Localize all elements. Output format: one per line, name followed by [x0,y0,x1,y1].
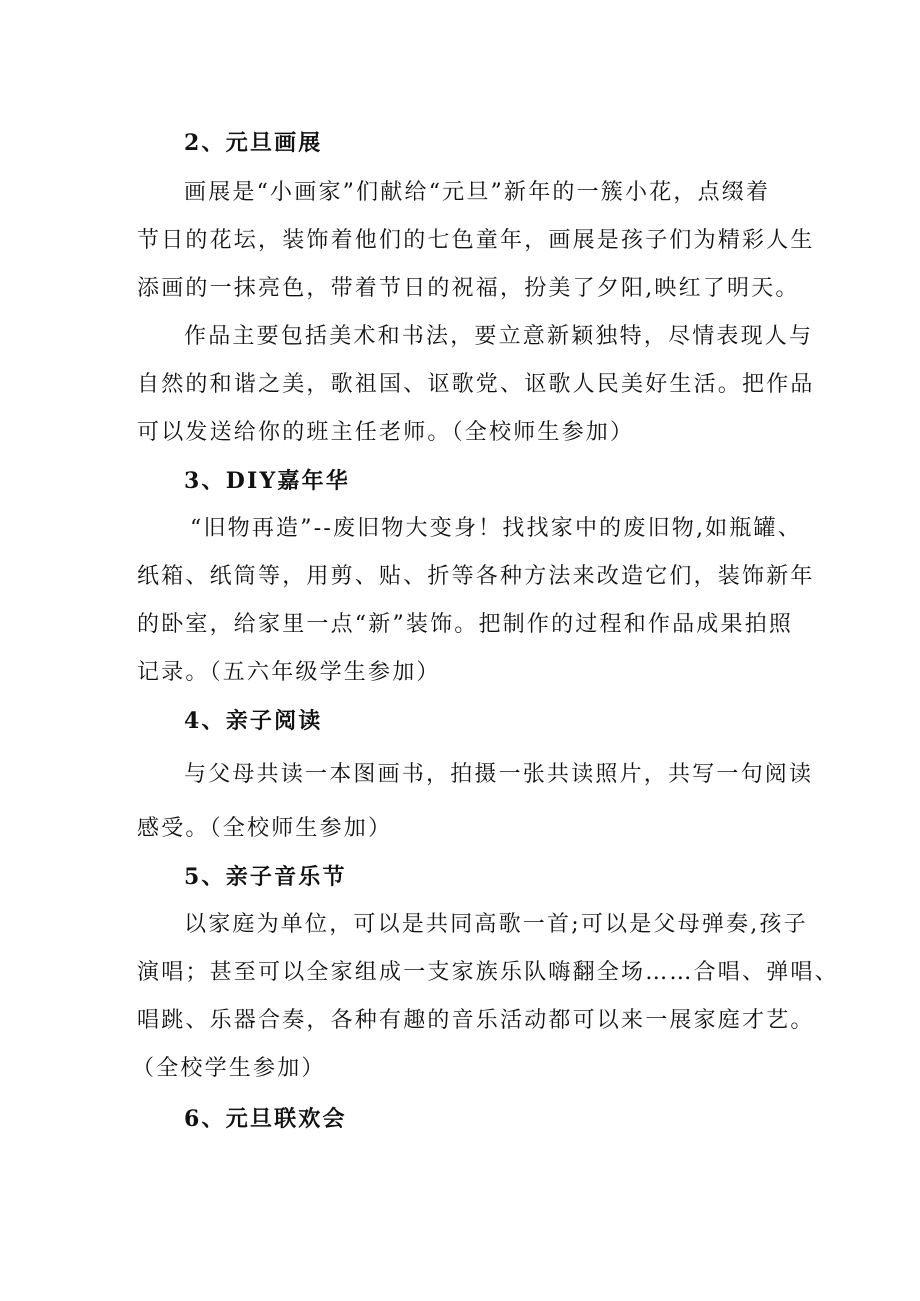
paragraph-line: 作品主要包括美术和书法，要立意新颖独特，尽情表现人与 [184,324,814,349]
section-heading-art-exhibition: 2、元旦画展 [184,130,323,156]
paragraph-line: 以家庭为单位，可以是共同高歌一首;可以是父母弹奏,孩子 [184,912,808,937]
paragraph-line: 唱跳、乐器合奏，各种有趣的音乐活动都可以来一展家庭才艺。 [137,1008,815,1033]
section-heading-parent-child-reading: 4、亲子阅读 [184,708,323,734]
paragraph-line: 自然的和谐之美，歌祖国、讴歌党、讴歌人民美好生活。把作品 [137,372,815,397]
paragraph-line: 与父母共读一本图画书，拍摄一张共读照片，共写一句阅读 [184,762,814,787]
paragraph-line: 感受。（全校师生参加） [137,816,393,841]
section-heading-diy-carnival: 3、DIY嘉年华 [184,468,350,494]
paragraph-line: 可以发送给你的班主任老师。（全校师生参加） [137,420,635,445]
paragraph-line: 纸箱、纸筒等，用剪、贴、折等各种方法来改造它们，装饰新年 [137,564,815,589]
paragraph-line: 的卧室，给家里一点“新”装饰。把制作的过程和作品成果拍照 [137,612,794,637]
paragraph-line: “旧物再造”--废旧物大变身！找找家中的废旧物,如瓶罐、 [190,516,802,541]
paragraph-line: 画展是“小画家”们献给“元旦”新年的一簇小花，点缀着 [184,180,771,205]
section-heading-music-festival: 5、亲子音乐节 [184,864,347,890]
paragraph-line: （全校学生参加） [132,1056,326,1081]
paragraph-line: 节日的花坛，装饰着他们的七色童年，画展是孩子们为精彩人生 [137,228,815,253]
section-heading-new-year-party: 6、元旦联欢会 [184,1106,347,1132]
paragraph-line: 演唱；甚至可以全家组成一支家族乐队嗨翻全场……合唱、弹唱、 [137,960,839,985]
paragraph-line: 记录。（五六年级学生参加） [137,660,441,685]
paragraph-line: 添画的一抹亮色，带着节日的祝福，扮美了夕阳,映红了明天。 [137,276,800,301]
